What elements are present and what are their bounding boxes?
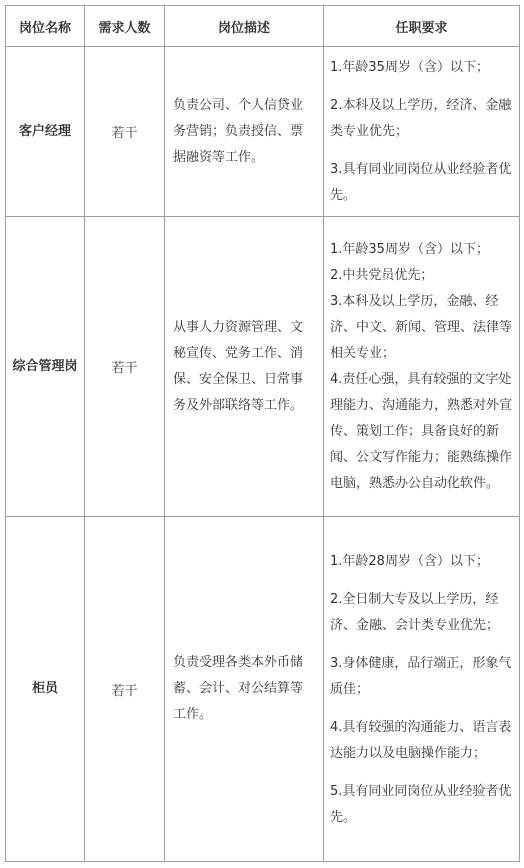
- job-description: 从事人力资源管理、文秘宣传、党务工作、消保、安全保卫、日常事务及外部联络等工作。: [165, 217, 324, 517]
- requirement-item: 5.具有同业同岗位从业经验者优先。: [330, 784, 512, 825]
- requirement-item: 1.年龄35周岁（含）以下；: [330, 59, 489, 75]
- position-name: 柜员: [6, 517, 85, 862]
- table-row: [6, 47, 520, 217]
- requirements-cell: [324, 517, 520, 862]
- requirement-item: 3.具有同业同岗位从业经验者优先。: [330, 161, 512, 203]
- requirements-cell: [324, 47, 520, 217]
- table-header-row: [6, 6, 520, 47]
- requirement-item: 2.中共党员优先；: [330, 267, 434, 283]
- headcount: 若干: [85, 47, 165, 217]
- requirements-cell: [324, 217, 520, 517]
- requirement-item: 3.身体健康，品行端正，形象气质佳；: [330, 656, 512, 697]
- requirement-item: 3.本科及以上学历，金融、经济、中文、新闻、管理、法律等相关专业；: [330, 293, 513, 361]
- table-row: [6, 217, 520, 517]
- requirement-item: 2.全日制大专及以上学历，经济、金融、会计类专业优先；: [330, 592, 500, 633]
- header-position-name: 岗位名称: [6, 6, 85, 47]
- header-requirements: 任职要求: [324, 6, 520, 47]
- requirement-item: 1.年龄35周岁（含）以下；: [330, 241, 489, 257]
- requirement-item: 1.年龄28周岁（含）以下；: [330, 554, 489, 569]
- position-name: 客户经理: [6, 47, 85, 217]
- header-headcount: 需求人数: [85, 6, 165, 47]
- job-requirements-table: [5, 5, 520, 862]
- headcount: 若干: [85, 217, 165, 517]
- table-row: [6, 517, 520, 862]
- requirement-item: 2.本科及以上学历，经济、金融类专业优先；: [330, 97, 512, 139]
- headcount: 若干: [85, 517, 165, 862]
- requirement-item: 4.责任心强，具有较强的文字处理能力、沟通能力，熟悉对外宣传、策划工作；具备良好的新闻、公文写作能力；能熟练操作电脑，熟悉办公自动化软件。: [330, 371, 513, 491]
- position-name: 综合管理岗: [6, 217, 85, 517]
- header-job-description: 岗位描述: [165, 6, 324, 47]
- requirement-item: 4.具有较强的沟通能力、语言表达能力以及电脑操作能力；: [330, 720, 512, 761]
- job-description: 负责受理各类本外币储蓄、会计、对公结算等工作。: [165, 517, 324, 862]
- job-description: 负责公司、个人信贷业务营销；负责授信、票据融资等工作。: [165, 47, 324, 217]
